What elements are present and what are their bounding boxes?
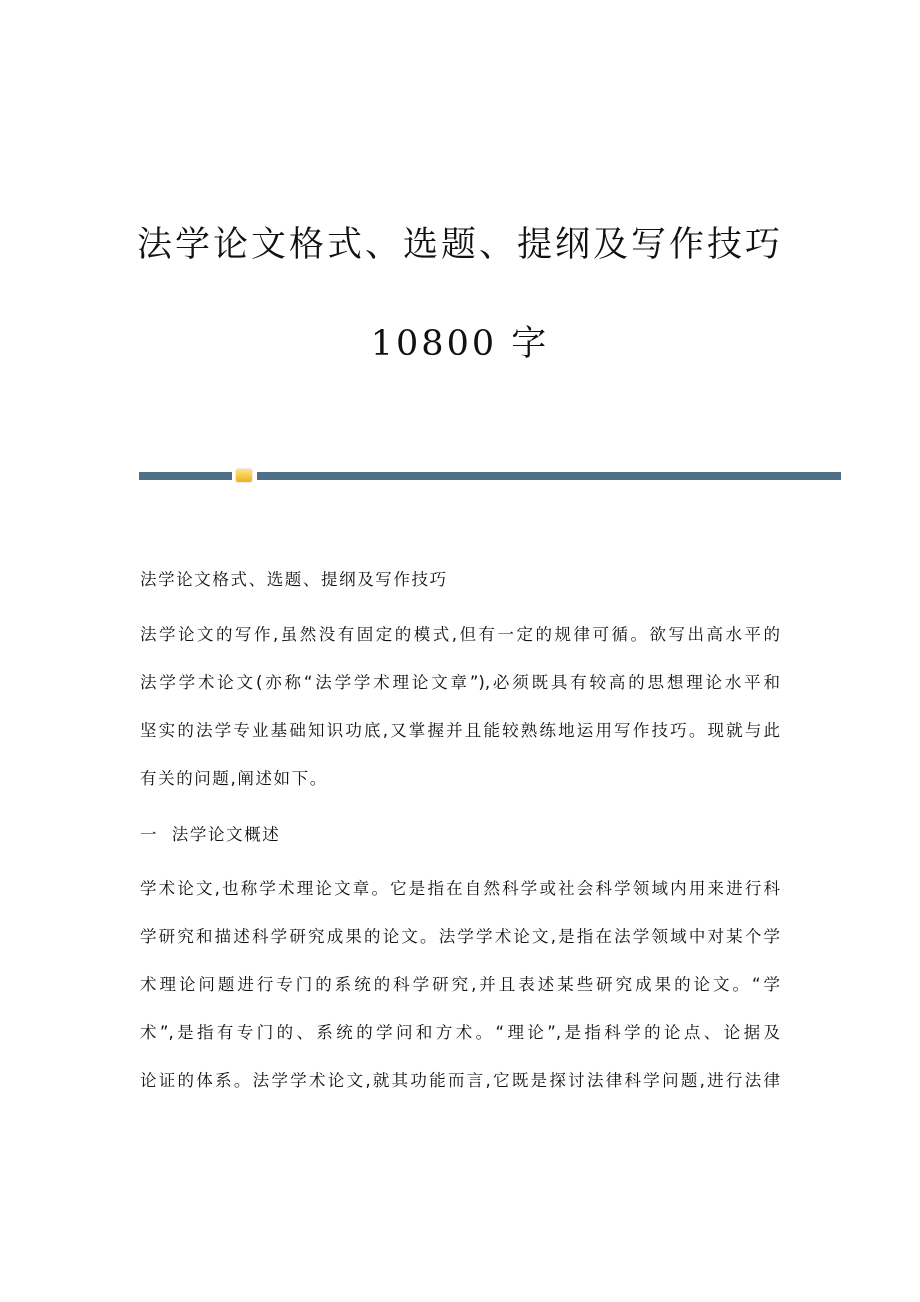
paragraph-line: 法学学术论文(亦称“法学学术理论文章”),必须既具有较高的思想理论水平和 <box>140 673 780 692</box>
divider-bar-right <box>257 472 841 480</box>
section-heading: 一 法学论文概述 <box>140 825 281 844</box>
paragraph-line: 学研究和描述科学研究成果的论文。法学学术论文,是指在法学领域中对某个学 <box>140 927 780 946</box>
ornament-icon <box>236 469 252 482</box>
paragraph-line: 有关的问题,阐述如下。 <box>140 769 328 788</box>
document-title-wordcount: 10800 字 <box>370 324 550 364</box>
paragraph-line: 学术论文,也称学术理论文章。它是指在自然科学或社会科学领域内用来进行科 <box>140 879 780 898</box>
section-subtitle: 法学论文格式、选题、提纲及写作技巧 <box>140 570 448 589</box>
paragraph-line: 坚实的法学专业基础知识功底,又掌握并且能较熟练地运用写作技巧。现就与此 <box>140 721 780 740</box>
document-title: 法学论文格式、选题、提纲及写作技巧 <box>136 225 783 265</box>
paragraph-line: 论证的体系。法学学术论文,就其功能而言,它既是探讨法律科学问题,进行法律 <box>140 1071 780 1090</box>
paragraph-line: 法学论文的写作,虽然没有固定的模式,但有一定的规律可循。欲写出高水平的 <box>140 625 780 644</box>
divider-bar-left <box>139 472 232 480</box>
paragraph-line: 术”,是指有专门的、系统的学问和方术。“理论”,是指科学的论点、论据及 <box>140 1023 780 1042</box>
paragraph-line: 术理论问题进行专门的系统的科学研究,并且表述某些研究成果的论文。“学 <box>140 975 780 994</box>
